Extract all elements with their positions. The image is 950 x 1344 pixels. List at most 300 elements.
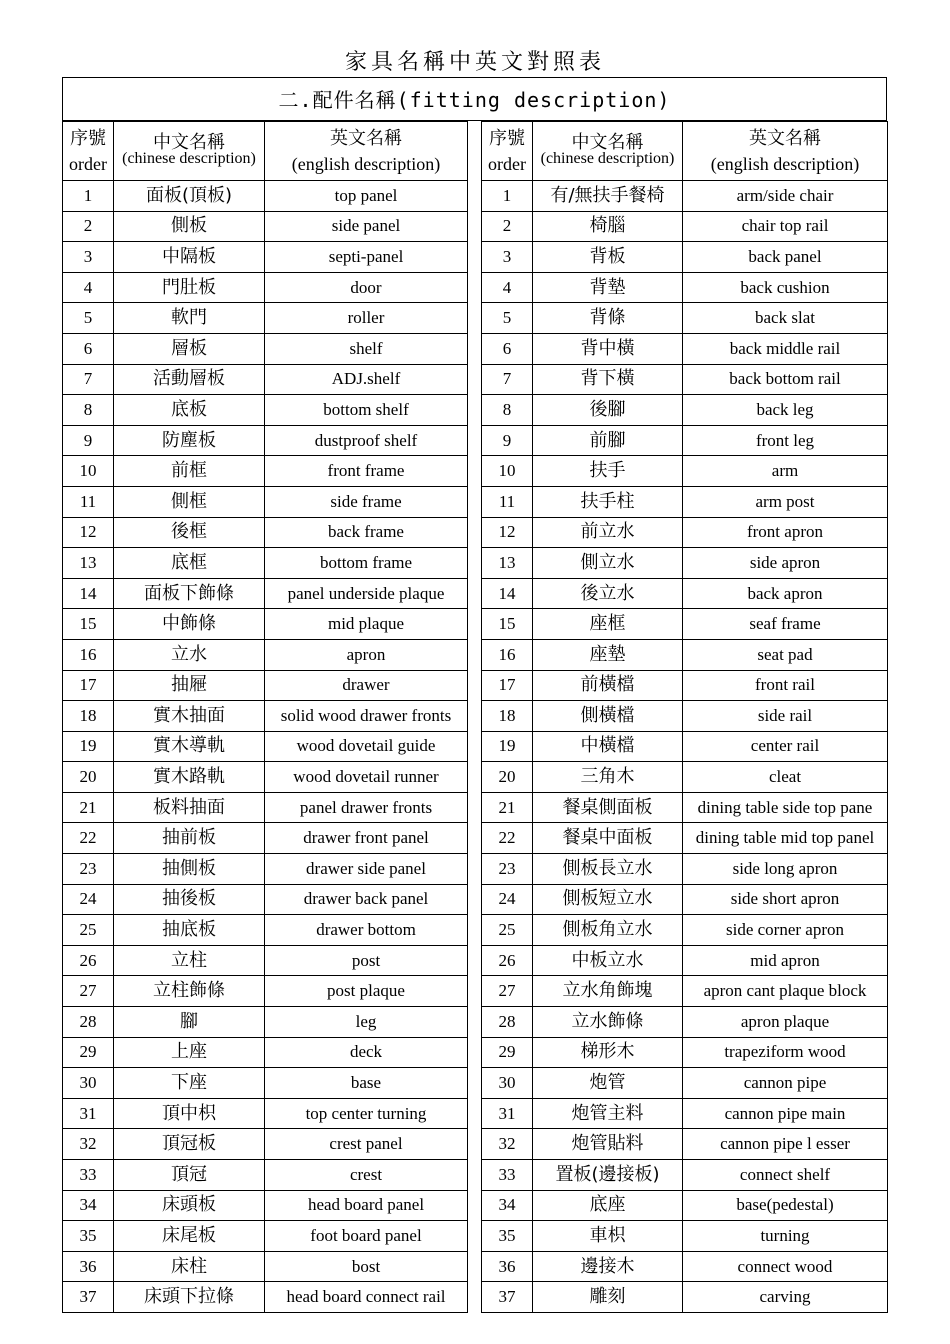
chinese-name-cell: 立柱飾條: [114, 976, 265, 1007]
english-name-cell: foot board panel: [265, 1221, 468, 1252]
order-cell: 12: [63, 517, 114, 548]
table-row: [482, 884, 888, 915]
table-row: [482, 181, 888, 212]
order-cell: 22: [63, 823, 114, 854]
table-row: [482, 548, 888, 579]
order-cell: 9: [63, 425, 114, 456]
chinese-name-cell: 側板長立水: [533, 854, 683, 885]
order-cell: 30: [63, 1068, 114, 1099]
table-row: [63, 1221, 468, 1252]
english-name-cell: back panel: [683, 242, 888, 273]
english-name-cell: back leg: [683, 395, 888, 426]
english-name-cell: cleat: [683, 762, 888, 793]
table-row: [63, 823, 468, 854]
table-row: [63, 1007, 468, 1038]
english-name-cell: base: [265, 1068, 468, 1099]
chinese-name-cell: 雕刻: [533, 1282, 683, 1313]
order-cell: 5: [482, 303, 533, 334]
english-name-cell: seaf frame: [683, 609, 888, 640]
order-cell: 19: [482, 731, 533, 762]
table-row: [63, 578, 468, 609]
english-name-cell: connect wood: [683, 1251, 888, 1282]
english-name-cell: dining table mid top panel: [683, 823, 888, 854]
english-name-cell: top center turning: [265, 1098, 468, 1129]
order-cell: 15: [482, 609, 533, 640]
order-cell: 20: [482, 762, 533, 793]
chinese-name-cell: 餐桌側面板: [533, 792, 683, 823]
table-row: [63, 333, 468, 364]
order-cell: 24: [63, 884, 114, 915]
order-cell: 28: [482, 1007, 533, 1038]
chinese-name-cell: 置板(邊接板): [533, 1160, 683, 1191]
table-row: [482, 1037, 888, 1068]
order-cell: 3: [63, 242, 114, 273]
english-name-cell: front rail: [683, 670, 888, 701]
chinese-name-cell: 頂冠板: [114, 1129, 265, 1160]
chinese-name-cell: 立水飾條: [533, 1007, 683, 1038]
table-row: [482, 1190, 888, 1221]
table-row: [63, 792, 468, 823]
english-name-cell: ADJ.shelf: [265, 364, 468, 395]
order-cell: 10: [482, 456, 533, 487]
table-row: [482, 456, 888, 487]
order-cell: 8: [63, 395, 114, 426]
order-cell: 32: [482, 1129, 533, 1160]
table-row: [63, 884, 468, 915]
table-row: [482, 1251, 888, 1282]
order-cell: 7: [482, 364, 533, 395]
english-name-cell: seat pad: [683, 639, 888, 670]
english-name-cell: crest panel: [265, 1129, 468, 1160]
chinese-name-cell: 後立水: [533, 578, 683, 609]
english-name-cell: head board panel: [265, 1190, 468, 1221]
order-cell: 19: [63, 731, 114, 762]
chinese-name-cell: 背板: [533, 242, 683, 273]
order-header-en: order: [69, 154, 107, 174]
english-name-cell: arm post: [683, 486, 888, 517]
english-name-cell: side corner apron: [683, 915, 888, 946]
right-header-row: [482, 122, 888, 181]
english-name-cell: wood dovetail guide: [265, 731, 468, 762]
chinese-name-cell: 座框: [533, 609, 683, 640]
order-cell: 17: [63, 670, 114, 701]
table-row: [482, 701, 888, 732]
chinese-name-cell: 中板立水: [533, 945, 683, 976]
english-name-cell: post: [265, 945, 468, 976]
english-name-cell: front frame: [265, 456, 468, 487]
order-cell: 34: [482, 1190, 533, 1221]
chinese-name-cell: 下座: [114, 1068, 265, 1099]
chinese-name-cell: 炮管: [533, 1068, 683, 1099]
english-name-cell: post plaque: [265, 976, 468, 1007]
table-row: [482, 1160, 888, 1191]
order-header: [482, 122, 533, 181]
order-cell: 37: [63, 1282, 114, 1313]
order-cell: 24: [482, 884, 533, 915]
order-cell: 36: [482, 1251, 533, 1282]
english-name-cell: solid wood drawer fronts: [265, 701, 468, 732]
chinese-name-cell: 頂冠: [114, 1160, 265, 1191]
table-row: [63, 1160, 468, 1191]
order-cell: 27: [63, 976, 114, 1007]
table-row: [63, 1037, 468, 1068]
table-row: [63, 945, 468, 976]
english-header: [683, 122, 888, 181]
english-name-cell: turning: [683, 1221, 888, 1252]
order-cell: 21: [482, 792, 533, 823]
order-cell: 4: [482, 272, 533, 303]
chinese-name-cell: 立水角飾塊: [533, 976, 683, 1007]
order-cell: 14: [482, 578, 533, 609]
chinese-name-cell: 背中橫: [533, 333, 683, 364]
order-cell: 13: [482, 548, 533, 579]
table-row: [482, 639, 888, 670]
english-header-zh: 英文名稱: [749, 128, 821, 148]
chinese-name-cell: 邊接木: [533, 1251, 683, 1282]
chinese-name-cell: 床尾板: [114, 1221, 265, 1252]
table-row: [63, 181, 468, 212]
table-row: [63, 242, 468, 273]
order-cell: 37: [482, 1282, 533, 1313]
english-name-cell: cannon pipe main: [683, 1098, 888, 1129]
chinese-name-cell: 側板: [114, 211, 265, 242]
chinese-name-cell: 面板下飾條: [114, 578, 265, 609]
chinese-name-cell: 立柱: [114, 945, 265, 976]
table-row: [63, 395, 468, 426]
table-row: [63, 1251, 468, 1282]
english-header: [265, 122, 468, 181]
order-cell: 20: [63, 762, 114, 793]
left-header-row: [63, 122, 468, 181]
chinese-header: [533, 122, 683, 181]
table-row: [482, 1282, 888, 1313]
english-name-cell: connect shelf: [683, 1160, 888, 1191]
chinese-name-cell: 頂中枳: [114, 1098, 265, 1129]
table-row: [482, 211, 888, 242]
order-cell: 27: [482, 976, 533, 1007]
order-cell: 1: [482, 181, 533, 212]
chinese-name-cell: 中飾條: [114, 609, 265, 640]
order-cell: 14: [63, 578, 114, 609]
table-row: [482, 364, 888, 395]
table-row: [482, 731, 888, 762]
table-row: [63, 303, 468, 334]
table-row: [482, 670, 888, 701]
order-cell: 26: [63, 945, 114, 976]
chinese-name-cell: 側橫檔: [533, 701, 683, 732]
order-cell: 4: [63, 272, 114, 303]
english-name-cell: panel underside plaque: [265, 578, 468, 609]
chinese-name-cell: 前腳: [533, 425, 683, 456]
english-name-cell: mid apron: [683, 945, 888, 976]
english-name-cell: back cushion: [683, 272, 888, 303]
chinese-name-cell: 座墊: [533, 639, 683, 670]
chinese-name-cell: 餐桌中面板: [533, 823, 683, 854]
english-name-cell: drawer front panel: [265, 823, 468, 854]
table-row: [63, 609, 468, 640]
english-name-cell: cannon pipe: [683, 1068, 888, 1099]
order-cell: 7: [63, 364, 114, 395]
order-cell: 33: [63, 1160, 114, 1191]
chinese-name-cell: 底框: [114, 548, 265, 579]
english-name-cell: roller: [265, 303, 468, 334]
english-name-cell: apron: [265, 639, 468, 670]
chinese-header: [114, 122, 265, 181]
table-row: [63, 364, 468, 395]
english-name-cell: back middle rail: [683, 333, 888, 364]
order-header-zh: 序號: [70, 128, 106, 148]
order-cell: 31: [482, 1098, 533, 1129]
english-name-cell: side short apron: [683, 884, 888, 915]
order-cell: 18: [63, 701, 114, 732]
english-header-en: (english description): [710, 154, 860, 174]
chinese-name-cell: 抽前板: [114, 823, 265, 854]
order-cell: 29: [482, 1037, 533, 1068]
english-name-cell: apron plaque: [683, 1007, 888, 1038]
order-cell: 26: [482, 945, 533, 976]
chinese-name-cell: 底座: [533, 1190, 683, 1221]
english-name-cell: base(pedestal): [683, 1190, 888, 1221]
english-name-cell: panel drawer fronts: [265, 792, 468, 823]
table-row: [482, 242, 888, 273]
order-cell: 35: [482, 1221, 533, 1252]
english-name-cell: drawer: [265, 670, 468, 701]
chinese-name-cell: 上座: [114, 1037, 265, 1068]
table-row: [63, 425, 468, 456]
english-name-cell: apron cant plaque block: [683, 976, 888, 1007]
order-cell: 31: [63, 1098, 114, 1129]
table-row: [482, 333, 888, 364]
chinese-header-en: (chinese description): [540, 152, 675, 167]
english-name-cell: front apron: [683, 517, 888, 548]
table-row: [482, 792, 888, 823]
order-header-en: order: [488, 154, 526, 174]
english-name-cell: drawer side panel: [265, 854, 468, 885]
table-row: [482, 1068, 888, 1099]
order-cell: 16: [482, 639, 533, 670]
order-cell: 17: [482, 670, 533, 701]
order-cell: 30: [482, 1068, 533, 1099]
english-name-cell: arm: [683, 456, 888, 487]
order-cell: 8: [482, 395, 533, 426]
table-row: [482, 425, 888, 456]
table-row: [482, 915, 888, 946]
english-header-en: (english description): [291, 154, 441, 174]
chinese-name-cell: 前橫檔: [533, 670, 683, 701]
english-name-cell: head board connect rail: [265, 1282, 468, 1313]
order-cell: 29: [63, 1037, 114, 1068]
table-row: [63, 731, 468, 762]
right-table-body: [482, 181, 888, 1313]
table-row: [482, 578, 888, 609]
chinese-name-cell: 腳: [114, 1007, 265, 1038]
table-row: [482, 976, 888, 1007]
chinese-name-cell: 活動層板: [114, 364, 265, 395]
chinese-header-zh: 中文名稱: [571, 132, 644, 152]
chinese-name-cell: 背下橫: [533, 364, 683, 395]
table-row: [482, 762, 888, 793]
chinese-name-cell: 梯形木: [533, 1037, 683, 1068]
english-name-cell: front leg: [683, 425, 888, 456]
table-row: [63, 1190, 468, 1221]
order-cell: 21: [63, 792, 114, 823]
table-row: [63, 1129, 468, 1160]
order-cell: 2: [482, 211, 533, 242]
chinese-name-cell: 前立水: [533, 517, 683, 548]
chinese-name-cell: 抽底板: [114, 915, 265, 946]
order-cell: 11: [482, 486, 533, 517]
english-name-cell: side apron: [683, 548, 888, 579]
table-row: [482, 1129, 888, 1160]
chinese-name-cell: 抽屜: [114, 670, 265, 701]
table-row: [482, 945, 888, 976]
chinese-name-cell: 扶手柱: [533, 486, 683, 517]
english-name-cell: trapeziform wood: [683, 1037, 888, 1068]
chinese-name-cell: 實木抽面: [114, 701, 265, 732]
order-cell: 32: [63, 1129, 114, 1160]
right-table: [481, 121, 888, 1313]
order-cell: 12: [482, 517, 533, 548]
chinese-name-cell: 防塵板: [114, 425, 265, 456]
chinese-name-cell: 前框: [114, 456, 265, 487]
order-cell: 28: [63, 1007, 114, 1038]
english-name-cell: mid plaque: [265, 609, 468, 640]
chinese-name-cell: 底板: [114, 395, 265, 426]
table-row: [63, 1068, 468, 1099]
table-row: [482, 609, 888, 640]
table-row: [63, 517, 468, 548]
chinese-name-cell: 抽後板: [114, 884, 265, 915]
table-row: [63, 762, 468, 793]
order-cell: 25: [482, 915, 533, 946]
chinese-name-cell: 側板短立水: [533, 884, 683, 915]
order-header-zh: 序號: [489, 128, 525, 148]
chinese-name-cell: 三角木: [533, 762, 683, 793]
english-name-cell: side frame: [265, 486, 468, 517]
table-row: [482, 1221, 888, 1252]
chinese-name-cell: 後腳: [533, 395, 683, 426]
chinese-name-cell: 床頭下拉條: [114, 1282, 265, 1313]
english-name-cell: back bottom rail: [683, 364, 888, 395]
chinese-name-cell: 椅腦: [533, 211, 683, 242]
order-cell: 3: [482, 242, 533, 273]
table-row: [63, 456, 468, 487]
table-row: [63, 701, 468, 732]
order-cell: 18: [482, 701, 533, 732]
order-cell: 34: [63, 1190, 114, 1221]
table-row: [482, 1007, 888, 1038]
english-name-cell: leg: [265, 1007, 468, 1038]
order-cell: 10: [63, 456, 114, 487]
english-name-cell: deck: [265, 1037, 468, 1068]
order-cell: 11: [63, 486, 114, 517]
order-cell: 13: [63, 548, 114, 579]
table-row: [482, 1098, 888, 1129]
english-name-cell: cannon pipe l esser: [683, 1129, 888, 1160]
chinese-name-cell: 抽側板: [114, 854, 265, 885]
english-name-cell: dustproof shelf: [265, 425, 468, 456]
chinese-name-cell: 後框: [114, 517, 265, 548]
chinese-name-cell: 側立水: [533, 548, 683, 579]
chinese-name-cell: 中橫檔: [533, 731, 683, 762]
table-row: [63, 486, 468, 517]
chinese-name-cell: 背條: [533, 303, 683, 334]
order-cell: 1: [63, 181, 114, 212]
table-row: [482, 395, 888, 426]
english-name-cell: drawer back panel: [265, 884, 468, 915]
chinese-name-cell: 側框: [114, 486, 265, 517]
english-name-cell: back slat: [683, 303, 888, 334]
english-name-cell: wood dovetail runner: [265, 762, 468, 793]
left-table-body: [63, 181, 468, 1313]
english-name-cell: arm/side chair: [683, 181, 888, 212]
order-cell: 5: [63, 303, 114, 334]
chinese-header-en: (chinese description): [122, 152, 256, 167]
table-row: [63, 548, 468, 579]
order-cell: 9: [482, 425, 533, 456]
order-cell: 35: [63, 1221, 114, 1252]
english-header-zh: 英文名稱: [330, 128, 402, 148]
chinese-name-cell: 立水: [114, 639, 265, 670]
table-row: [63, 1282, 468, 1313]
english-name-cell: chair top rail: [683, 211, 888, 242]
english-name-cell: side panel: [265, 211, 468, 242]
english-name-cell: door: [265, 272, 468, 303]
chinese-name-cell: 面板(頂板): [114, 181, 265, 212]
order-cell: 16: [63, 639, 114, 670]
chinese-name-cell: 車枳: [533, 1221, 683, 1252]
table-row: [482, 517, 888, 548]
english-name-cell: bottom frame: [265, 548, 468, 579]
chinese-name-cell: 床頭板: [114, 1190, 265, 1221]
chinese-name-cell: 實木導軌: [114, 731, 265, 762]
order-cell: 2: [63, 211, 114, 242]
english-name-cell: bost: [265, 1251, 468, 1282]
furniture-glossary-sheet: [62, 77, 887, 1325]
english-name-cell: back apron: [683, 578, 888, 609]
chinese-name-cell: 實木路軌: [114, 762, 265, 793]
order-cell: 23: [63, 854, 114, 885]
english-name-cell: top panel: [265, 181, 468, 212]
tables-wrapper: [62, 121, 887, 1325]
english-name-cell: side rail: [683, 701, 888, 732]
order-cell: 23: [482, 854, 533, 885]
table-row: [482, 272, 888, 303]
chinese-name-cell: 扶手: [533, 456, 683, 487]
english-name-cell: shelf: [265, 333, 468, 364]
order-header: [63, 122, 114, 181]
english-name-cell: back frame: [265, 517, 468, 548]
english-name-cell: bottom shelf: [265, 395, 468, 426]
order-cell: 33: [482, 1160, 533, 1191]
english-name-cell: carving: [683, 1282, 888, 1313]
chinese-name-cell: 炮管貼料: [533, 1129, 683, 1160]
table-row: [482, 854, 888, 885]
english-name-cell: septi-panel: [265, 242, 468, 273]
table-row: [63, 272, 468, 303]
document-title: 家具名稱中英文對照表: [344, 50, 605, 75]
order-cell: 15: [63, 609, 114, 640]
table-row: [63, 854, 468, 885]
order-cell: 36: [63, 1251, 114, 1282]
chinese-name-cell: 軟門: [114, 303, 265, 334]
chinese-name-cell: 中隔板: [114, 242, 265, 273]
chinese-name-cell: 板料抽面: [114, 792, 265, 823]
table-row: [482, 823, 888, 854]
table-row: [63, 1098, 468, 1129]
english-name-cell: dining table side top pane: [683, 792, 888, 823]
english-name-cell: side long apron: [683, 854, 888, 885]
